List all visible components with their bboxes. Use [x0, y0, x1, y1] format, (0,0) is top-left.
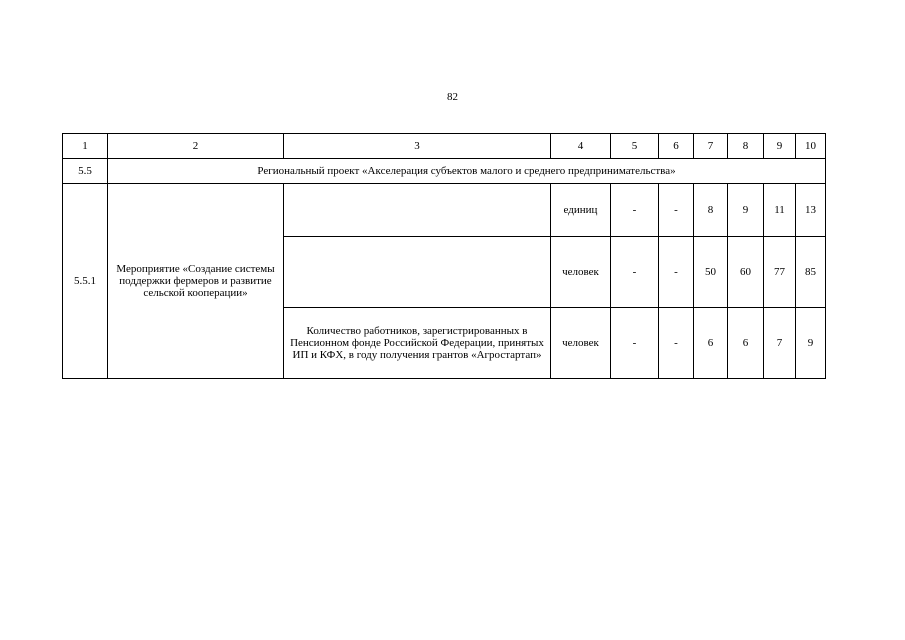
header-cell-4: 4 — [551, 134, 611, 159]
value-cell: - — [611, 308, 659, 379]
header-cell-6: 6 — [659, 134, 694, 159]
unit-cell: единиц — [551, 184, 611, 237]
indicator-table — [62, 133, 826, 379]
value-cell: 9 — [728, 184, 764, 237]
unit-cell: человек — [551, 237, 611, 308]
value-cell: 50 — [694, 237, 728, 308]
indicator-cell — [284, 184, 551, 237]
value-cell: - — [659, 184, 694, 237]
value-cell: 9 — [796, 308, 826, 379]
value-cell: 8 — [694, 184, 728, 237]
header-cell-8: 8 — [728, 134, 764, 159]
header-cell-7: 7 — [694, 134, 728, 159]
section-title: Региональный проект «Акселерация субъектов малого и среднего предпринимательства» — [108, 159, 826, 184]
header-cell-3: 3 — [284, 134, 551, 159]
page-number: 82 — [447, 91, 458, 103]
unit-cell: человек — [551, 308, 611, 379]
header-cell-9: 9 — [764, 134, 796, 159]
indicator-cell — [284, 237, 551, 308]
value-cell: 7 — [764, 308, 796, 379]
table-row — [63, 184, 826, 237]
header-cell-2: 2 — [108, 134, 284, 159]
header-cell-10: 10 — [796, 134, 826, 159]
value-cell: - — [611, 237, 659, 308]
value-cell: - — [659, 308, 694, 379]
value-cell: 6 — [728, 308, 764, 379]
value-cell: 6 — [694, 308, 728, 379]
value-cell: 60 — [728, 237, 764, 308]
value-cell: - — [611, 184, 659, 237]
value-cell: - — [659, 237, 694, 308]
value-cell: 13 — [796, 184, 826, 237]
value-cell: 85 — [796, 237, 826, 308]
header-cell-1: 1 — [63, 134, 108, 159]
value-cell: 77 — [764, 237, 796, 308]
header-row — [63, 134, 826, 159]
section-row — [63, 159, 826, 184]
measure-id: 5.5.1 — [63, 184, 108, 379]
section-id: 5.5 — [63, 159, 108, 184]
indicator-cell: Количество работников, зарегистрированных в Пенсионном фонде Российской Федерации, принятых ИП и КФХ, в году получения грантов «Агростартап» — [284, 308, 551, 379]
measure-name: Мероприятие «Создание системы поддержки фермеров и развитие сельской кооперации» — [108, 184, 284, 379]
value-cell: 11 — [764, 184, 796, 237]
header-cell-5: 5 — [611, 134, 659, 159]
